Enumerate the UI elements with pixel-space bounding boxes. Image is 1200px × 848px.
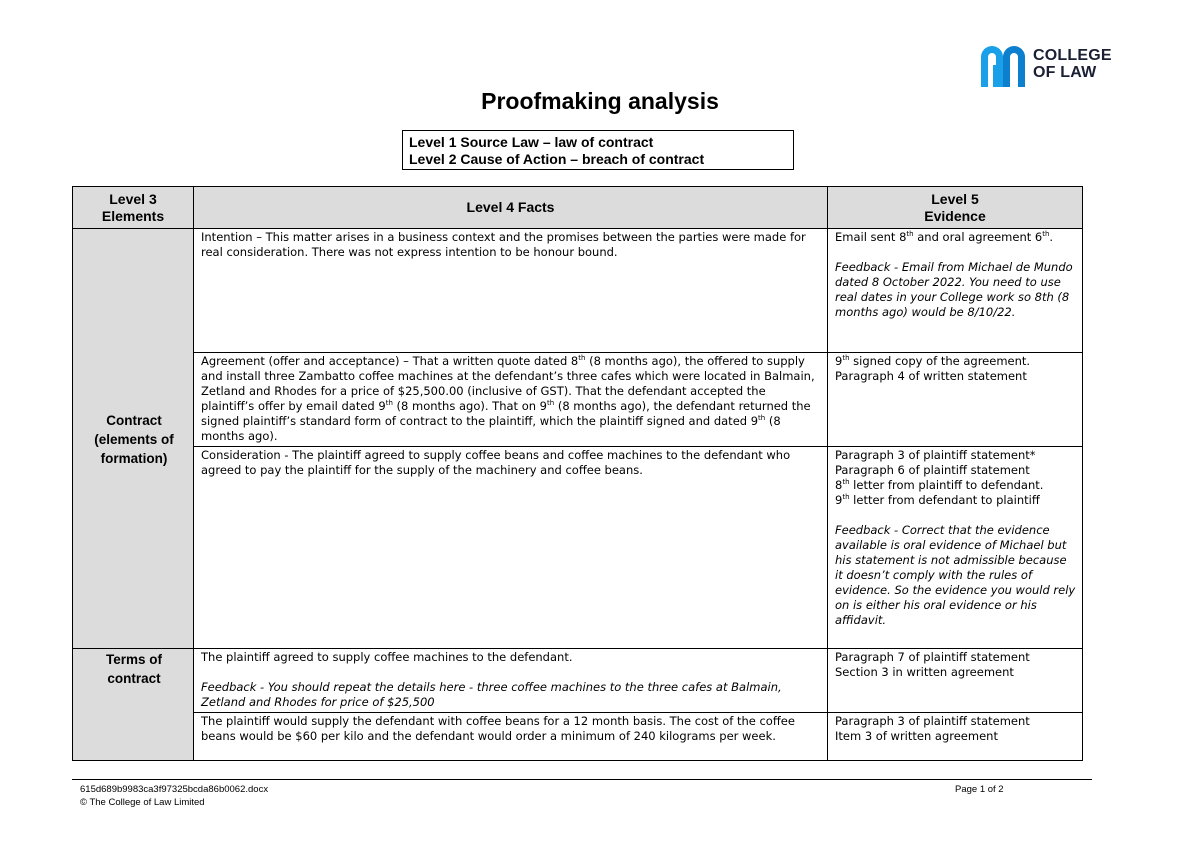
level-2-line: Level 2 Cause of Action – breach of contract <box>409 151 705 167</box>
evidence-consideration-line2: Paragraph 6 of plaintiff statement <box>835 463 1030 477</box>
evidence-consideration <box>828 447 1083 649</box>
evidence-agreement-line1: 9th signed copy of the agreement. <box>835 354 1031 368</box>
level-1-line: Level 1 Source Law – law of contract <box>409 134 654 150</box>
feedback-terms-1: Feedback - You should repeat the details here - three coffee machines to the three cafes at Balmain, Zetland and Rhodes for price of $25,500 <box>201 680 782 709</box>
evidence-intention-text: Email sent 8th and oral agreement 6th. <box>835 230 1054 244</box>
logo-text <box>1033 47 1112 81</box>
evidence-agreement <box>828 353 1083 447</box>
evidence-terms-2-line1: Paragraph 3 of plaintiff statement <box>835 714 1030 728</box>
evidence-consideration-line3: 8th letter from plaintiff to defendant. <box>835 478 1044 492</box>
header-level-4: Level 4 Facts <box>194 187 828 229</box>
facts-terms-2: The plaintiff would supply the defendant with coffee beans for a 12 month basis. The cost of the coffee beans would be $60 per kilo and the defendant would order a minimum of 240 kilograms per week. <box>194 713 828 761</box>
college-of-law-logo <box>978 43 1112 91</box>
evidence-terms-1-line2: Section 3 in written agreement <box>835 665 1014 679</box>
facts-agreement: Agreement (offer and acceptance) – That a written quote dated 8th (8 months ago), the offered to supply and install three Zambatto coffee machines at the defendant’s three cafes which were located in Balmain, Zetland and Rhodes for a price of $25,500.00 (inclusive of GST). That the defendant accepted the plaintiff’s offer by email dated 9th (8 months ago). That on 9th (8 months ago), the defendant returned the signed plaintiff’s standard form of contract to the plaintiff, which the plaintiff signed and dated 9th (8 months ago). <box>194 353 828 447</box>
evidence-terms-1 <box>828 649 1083 713</box>
evidence-terms-2-line2: Item 3 of written agreement <box>835 729 998 743</box>
header-level-5-line1: Level 5 <box>931 190 979 207</box>
feedback-consideration: Feedback - Correct that the evidence available is oral evidence of Michael but his statement is not admissible because it doesn’t comply with the rules of evidence. So the evidence you would rely on is either his oral evidence or his affidavit. <box>835 523 1076 627</box>
evidence-agreement-line2: Paragraph 4 of written statement <box>835 369 1027 383</box>
page-title: Proofmaking analysis <box>481 88 719 114</box>
footer-divider <box>72 779 1092 780</box>
element-terms <box>73 649 194 761</box>
footer-copyright: © The College of Law Limited <box>80 797 205 808</box>
footer-filename: 615d689b9983ca3f97325bcda86b0062.docx <box>80 784 269 795</box>
table-row-consideration <box>73 447 1083 649</box>
element-terms-line1: Terms of <box>105 652 162 667</box>
logo-line-2: OF LAW <box>1033 64 1097 81</box>
college-logo-mark-icon <box>978 43 1028 89</box>
element-contract-line2: (elements of <box>94 431 174 447</box>
evidence-terms-1-line1: Paragraph 7 of plaintiff statement <box>835 650 1030 664</box>
facts-intention: Intention – This matter arises in a business context and the promises between the parties were made for real consideration. There was not express intention to be honour bound. <box>194 229 828 353</box>
header-row <box>73 187 1083 229</box>
facts-consideration: Consideration - The plaintiff agreed to supply coffee beans and coffee machines to the defendant who agreed to pay the plaintiff for the supply of the machinery and coffee beans. <box>194 447 828 649</box>
element-contract-line3: formation) <box>100 450 168 466</box>
evidence-terms-2 <box>828 713 1083 761</box>
proofmaking-table <box>72 186 1083 761</box>
evidence-intention <box>828 229 1083 353</box>
header-level-3 <box>73 187 194 229</box>
evidence-consideration-line1: Paragraph 3 of plaintiff statement* <box>835 448 1036 462</box>
header-level-5-line2: Evidence <box>924 207 986 224</box>
element-contract-line1: Contract <box>106 412 162 428</box>
feedback-intention: Feedback - Email from Michael de Mundo dated 8 October 2022. You need to use real dates in your College work so 8th (8 months ago) would be 8/10/22. <box>835 260 1073 319</box>
element-terms-line2: contract <box>107 671 161 686</box>
table-row-intention <box>73 229 1083 353</box>
header-level-3-line2: Elements <box>101 207 165 224</box>
header-level-5 <box>828 187 1083 229</box>
table-row-terms-2 <box>73 713 1083 761</box>
footer-page-number: Page 1 of 2 <box>955 784 1004 795</box>
logo-line-1: COLLEGE <box>1033 47 1112 64</box>
element-contract <box>73 229 194 649</box>
facts-terms-1 <box>194 649 828 713</box>
level-1-2-box <box>402 130 794 170</box>
header-level-3-line1: Level 3 <box>109 190 157 207</box>
table-row-terms-1 <box>73 649 1083 713</box>
table-row-agreement <box>73 353 1083 447</box>
facts-terms-1-text: The plaintiff agreed to supply coffee machines to the defendant. <box>201 650 573 664</box>
evidence-consideration-line4: 9th letter from defendant to plaintiff <box>835 493 1040 507</box>
